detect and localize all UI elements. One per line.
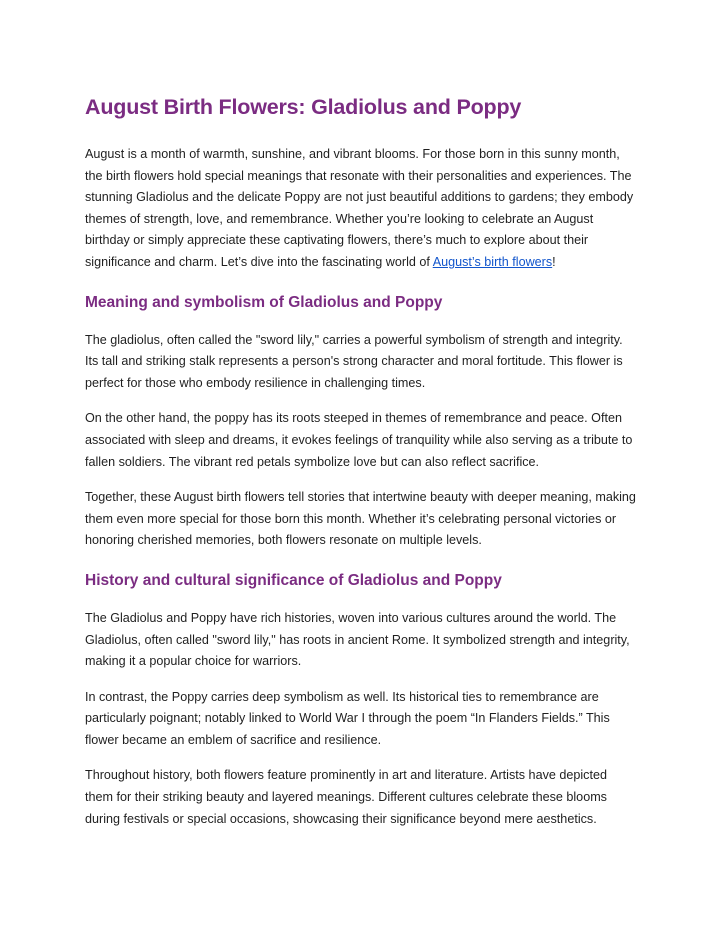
meaning-paragraph-1: The gladiolus, often called the "sword lily," carries a powerful symbolism of strength and integrity. Its tall and striking stalk represents a person's strong character and moral fortitude. This flower is perfect for those who embody resilience in challenging times. <box>85 332 623 390</box>
history-paragraph-2: In contrast, the Poppy carries deep symbolism as well. Its historical ties to remembrance are particularly poignant; notably linked to World War I through the poem “In Flanders Fields.” This flower became an emblem of sacrifice and resilience. <box>85 689 610 747</box>
meaning-paragraph-3: Together, these August birth flowers tell stories that intertwine beauty with deeper meaning, making them even more special for those born this month. Whether it’s celebrating personal victories or honoring cherished memories, both flowers resonate on multiple levels. <box>85 490 636 548</box>
section-heading-history: History and cultural significance of Gladiolus and Poppy <box>85 571 502 589</box>
intro-text: August is a month of warmth, sunshine, and vibrant blooms. For those born in this sunny month, the birth flowers hold special meanings that resonate with their personalities and experiences. The stunning Gladiolus and the delicate Poppy are not just beautiful additions to gardens; they embody themes of strength, love, and remembrance. Whether you’re looking to celebrate an August birthday or simply appreciate these captivating flowers, there’s much to explore about their significance and charm. Let’s dive into the fascinating world of <box>85 147 634 269</box>
history-paragraph-1: The Gladiolus and Poppy have rich histories, woven into various cultures around the world. The Gladiolus, often called "sword lily," has roots in ancient Rome. It symbolized strength and integrity, making it a popular choice for warriors. <box>85 610 630 669</box>
august-birth-flowers-link[interactable]: August’s birth flowers <box>432 254 553 269</box>
page-title: August Birth Flowers: Gladiolus and Poppy <box>85 95 522 119</box>
section-heading-meaning: Meaning and symbolism of Gladiolus and Poppy <box>85 293 443 311</box>
meaning-paragraph-2: On the other hand, the poppy has its roots steeped in themes of remembrance and peace. Often associated with sleep and dreams, it evokes feelings of tranquility while also serving as a tribute to fallen soldiers. The vibrant red petals symbolize love but can also reflect sacrifice. <box>85 411 633 469</box>
intro-text-end: ! <box>552 254 556 269</box>
history-paragraph-3: Throughout history, both flowers feature prominently in art and literature. Artists have depicted them for their striking beauty and layered meanings. Different cultures celebrate these blooms during festivals or special occasions, showcasing their significance beyond mere aesthetics. <box>85 768 607 826</box>
document-page <box>85 92 637 830</box>
intro-paragraph <box>85 144 637 274</box>
